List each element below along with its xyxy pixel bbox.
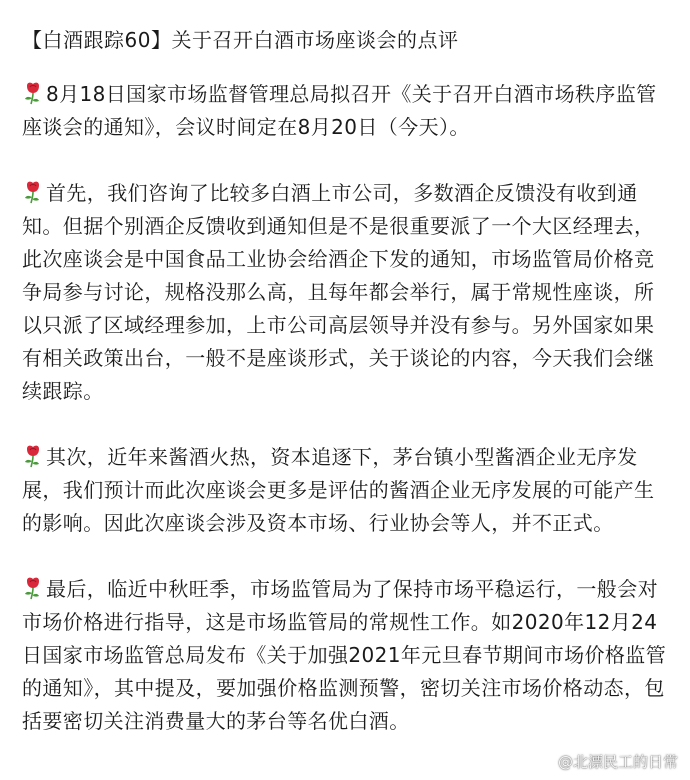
post-title: 【白酒跟踪60】关于召开白酒市场座谈会的点评 bbox=[22, 28, 459, 52]
weibo-watermark: @北漂民工的日常 bbox=[557, 753, 678, 771]
paragraph-2 bbox=[22, 177, 668, 408]
paragraph-3 bbox=[22, 441, 668, 540]
paragraph-text: 最后，临近中秋旺季，市场监管局为了保持市场平稳运行，一般会对市场价格进行指导，这是市场监管局的常规性工作。如2020年12月24日国家市场监管总局发布《关于加强2021年元旦春节期间市场价格监管的通知》，其中提及，要加强价格监测预警，密切关注市场价格动态，包括要密切关注消费量大的茅台等名优白酒。 bbox=[22, 577, 667, 733]
rose-icon bbox=[22, 180, 44, 204]
rose-icon bbox=[22, 576, 44, 600]
paragraph-4 bbox=[22, 573, 668, 738]
rose-icon bbox=[22, 444, 44, 468]
paragraph-1 bbox=[22, 78, 668, 144]
paragraph-text: 其次，近年来酱酒火热，资本追逐下，茅台镇小型酱酒企业无序发展，我们预计而此次座谈会更多是评估的酱酒企业无序发展的可能产生的影响。因此次座谈会涉及资本市场、行业协会等人，并不正式。 bbox=[22, 445, 655, 535]
rose-icon bbox=[22, 81, 44, 105]
paragraph-text: 8月18日国家市场监督管理总局拟召开《关于召开白酒市场秩序监管座谈会的通知》，会议时间定在8月20日（今天）。 bbox=[22, 82, 657, 139]
paragraph-text: 首先，我们咨询了比较多白酒上市公司，多数酒企反馈没有收到通知。但据个别酒企反馈收到通知但是不是很重要派了一个大区经理去，此次座谈会是中国食品工业协会给酒企下发的通知，市场监管局价格竞争局参与讨论，规格没那么高，且每年都会举行，属于常规性座谈，所以只派了区域经理参加，上市公司高层领导并没有参与。另外国家如果有相关政策出台，一般不是座谈形式，关于谈论的内容，今天我们会继续跟踪。 bbox=[22, 181, 655, 403]
